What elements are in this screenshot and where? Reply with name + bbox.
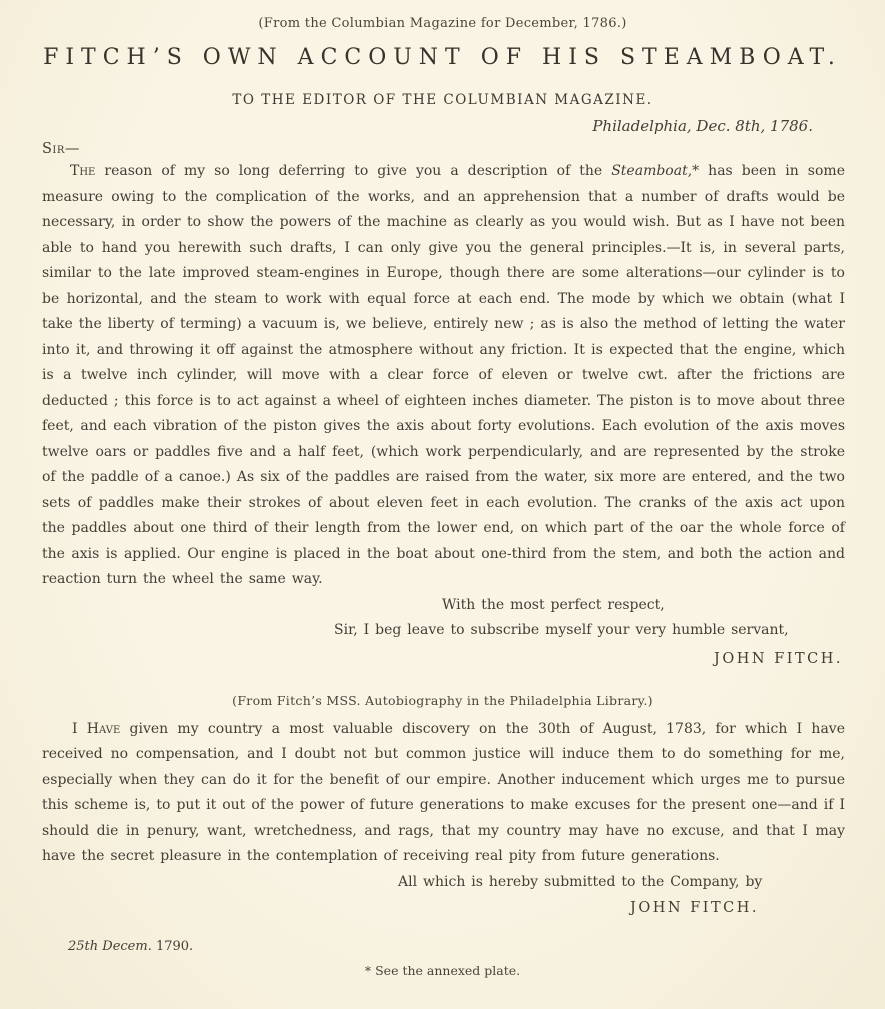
- document-date: [68, 939, 193, 954]
- closing-subscribe-line: Sir, I beg leave to subscribe myself your very humble servant,: [334, 622, 789, 638]
- footnote-asterisk-marker: ,*: [687, 163, 700, 179]
- paragraph-text-after-italic: has been in some measure owing to the complication of the works, and an apprehension that a number of drafts would be necessary, in order to show the powers of the machine as clearly as you would wish. But as I have not been able to hand you herewith such drafts, I can only give you the general principles.—It is, in several parts, similar to the late improved steam-engines in Europe, though there are some alterations—our cylinder is to be horizontal, and the steam to work with equal force at each end. The mode by which we obtain (what I take the liberty of terming) a vacuum is, we believe, entirely new ; as is also the method of letting the water into it, and throwing it off against the atmosphere without any friction. It is expected that the engine, which is a twelve inch cylinder, will move with a clear force of eleven or twelve cwt. after the frictions are deducted ; this force is to act against a wheel of eighteen inches diameter. The piston is to move about three feet, and each vibration of the piston gives the axis about forty evolutions. Each evolution of the axis moves twelve oars or paddles five and a half feet, (which work perpendicularly, and are represented by the stroke of the paddle of a canoe.) As six of the paddles are raised from the water, six more are entered, and the two sets of paddles make their strokes of about eleven feet in each evolution. The cranks of the axis act upon the paddles about one third of their length from the lower end, on which part of the oar the whole force of the axis is applied. Our engine is placed in the boat about one-third from the stem, and both the action and reaction turn the wheel the same way.: [42, 163, 845, 587]
- source-attribution-line: (From the Columbian Magazine for December, 1786.): [258, 16, 627, 31]
- autobiography-paragraph: [0, 717, 885, 870]
- signature-john-fitch-letter: JOHN FITCH.: [714, 650, 843, 667]
- submission-line: All which is hereby submitted to the Company, by: [398, 873, 763, 890]
- autobiography-lead-words: I Have: [72, 720, 121, 737]
- salutation: Sir—: [42, 141, 80, 157]
- paragraph-lead-word: The: [70, 163, 96, 179]
- autobiography-attribution-line: (From Fitch’s MSS. Autobiography in the Philadelphia Library.): [232, 692, 653, 708]
- footnote-annexed-plate: * See the annexed plate.: [364, 963, 521, 978]
- document-date-italic-part: 25th Decem.: [68, 939, 152, 954]
- signature-john-fitch-autobiography: JOHN FITCH.: [630, 900, 759, 916]
- addressee-line: TO THE EDITOR OF THE COLUMBIAN MAGAZINE.: [232, 92, 653, 108]
- dateline: Philadelphia, Dec. 8th, 1786.: [592, 117, 813, 135]
- closing-respect-line: With the most perfect respect,: [442, 596, 665, 613]
- document-date-year: 1790.: [155, 939, 194, 954]
- letter-body-paragraph: [0, 159, 885, 593]
- paragraph-text-before-italic: reason of my so long deferring to give you a description of the: [95, 163, 612, 179]
- steamboat-italic-word: Steamboat: [611, 163, 688, 179]
- autobiography-text: given my country a most valuable discovery on the 30th of August, 1783, for which I have received no compensation, and I doubt not but common justice will induce them to do something for me, especially when they can do it for the benefit of our empire. Another inducement which urges me to pursue this scheme is, to put it out of the power of future generations to make excuses for the present one—and if I should die in penury, want, wretchedness, and rags, that my country may have no excuse, and that I may have the secret pleasure in the contemplation of receiving real pity from future generations.: [42, 720, 845, 864]
- document-title: FITCH’S OWN ACCOUNT OF HIS STEAMBOAT.: [43, 45, 842, 70]
